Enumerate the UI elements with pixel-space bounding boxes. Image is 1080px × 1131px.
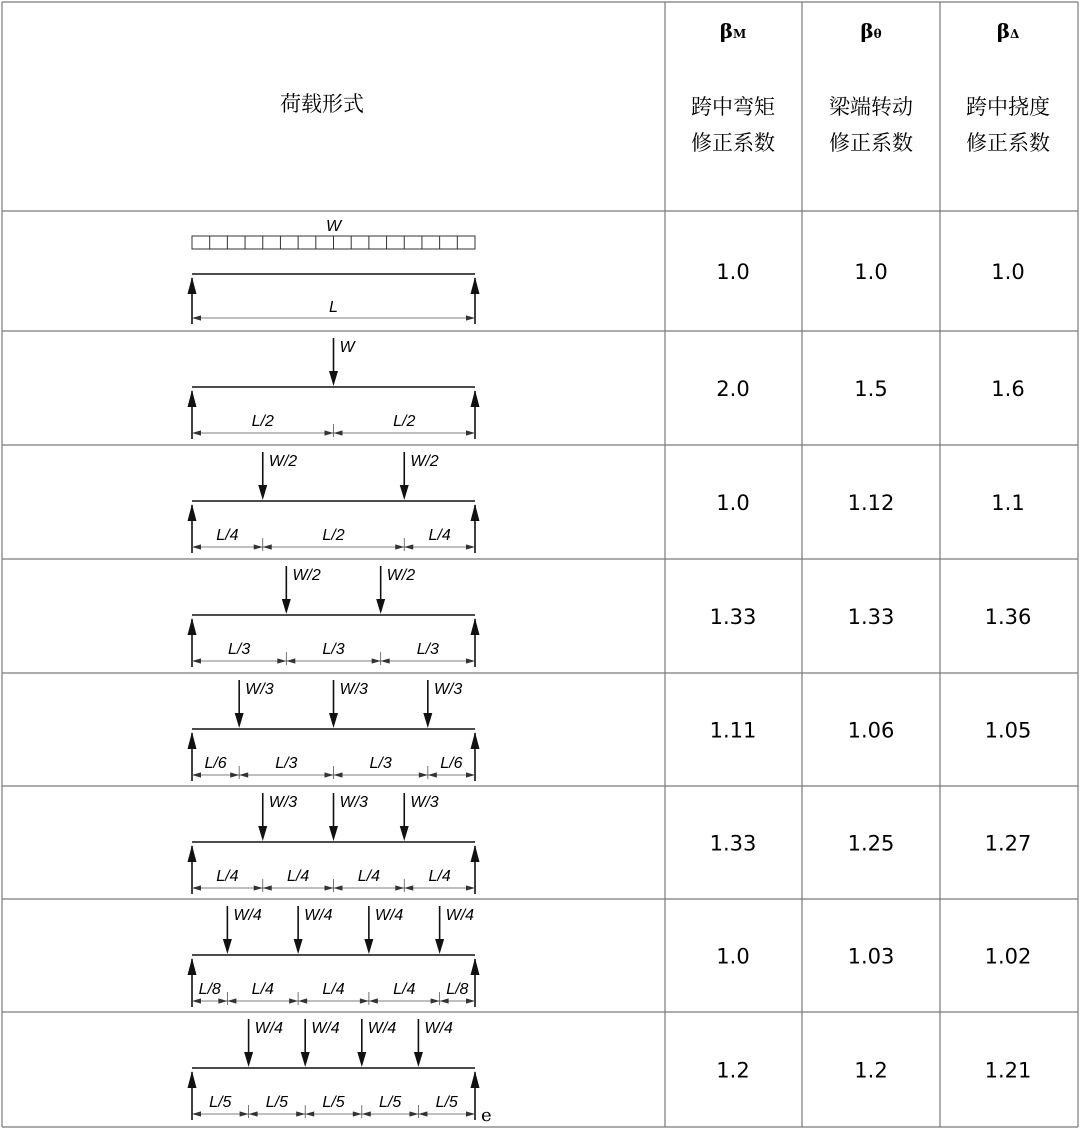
svg-text:βM bbox=[720, 19, 747, 43]
point-load-label: W/2 bbox=[410, 453, 439, 470]
dimension-label: L/3 bbox=[275, 755, 298, 772]
point-load-arrowhead bbox=[400, 826, 409, 841]
point-load-label: W/3 bbox=[245, 681, 274, 698]
support-arrow bbox=[188, 618, 197, 635]
dimension-arrowhead bbox=[289, 998, 298, 1003]
beta-m-subscript: M bbox=[732, 27, 747, 41]
dimension-label: L/4 bbox=[251, 981, 274, 998]
point-load-label: W/4 bbox=[367, 1020, 397, 1037]
support-arrow bbox=[188, 845, 197, 862]
dimension-arrowhead bbox=[334, 772, 343, 777]
load-diagram bbox=[188, 906, 480, 1007]
point-load-arrowhead bbox=[329, 713, 338, 728]
beta-delta-value: 1.02 bbox=[984, 944, 1032, 969]
beta-theta-value: 1.5 bbox=[854, 377, 888, 401]
point-load-label: W/3 bbox=[268, 794, 298, 811]
dimension-arrowhead bbox=[192, 544, 201, 549]
dimension-label: L/2 bbox=[251, 413, 274, 430]
dimension-arrowhead bbox=[192, 658, 201, 663]
support-arrow bbox=[188, 1071, 197, 1088]
load-diagram bbox=[188, 452, 480, 553]
point-load-label: W/3 bbox=[339, 681, 368, 698]
beta-m-value: 2.0 bbox=[716, 377, 750, 401]
beta-delta-value: 1.6 bbox=[991, 377, 1025, 401]
beta-m-value: 1.0 bbox=[716, 260, 750, 284]
svg-text:βΔ bbox=[997, 19, 1020, 43]
dimension-label: L/4 bbox=[428, 868, 451, 885]
load-form-header: 荷载形式 bbox=[280, 92, 364, 116]
point-load-arrowhead bbox=[301, 1052, 310, 1067]
dimension-arrowhead bbox=[286, 658, 295, 663]
dimension-label: L/3 bbox=[228, 641, 251, 658]
beta-theta-value: 1.06 bbox=[847, 718, 895, 743]
beta-theta-value: 1.0 bbox=[854, 260, 888, 284]
beta-m-line2: 修正系数 bbox=[691, 131, 775, 155]
beta-m-value: 1.0 bbox=[716, 944, 750, 969]
dimension-arrowhead bbox=[362, 1111, 371, 1116]
dimension-arrowhead bbox=[419, 772, 428, 777]
dimension-label: L/2 bbox=[322, 527, 345, 544]
support-arrow bbox=[471, 958, 480, 975]
support-arrow bbox=[471, 390, 480, 407]
beta-theta-line2: 修正系数 bbox=[829, 131, 913, 155]
beta-theta-symbol: β bbox=[860, 19, 874, 43]
point-load-label: W bbox=[339, 339, 355, 356]
table-body bbox=[188, 218, 1032, 1126]
beta-delta-header bbox=[966, 19, 1050, 155]
dimension-arrowhead bbox=[249, 1111, 258, 1116]
dimension-arrowhead bbox=[466, 430, 475, 435]
table-row bbox=[188, 1019, 1032, 1126]
beta-m-value: 1.2 bbox=[716, 1058, 750, 1083]
point-load-arrowhead bbox=[329, 371, 338, 386]
support-arrow bbox=[471, 504, 480, 521]
beta-theta-value: 1.12 bbox=[847, 491, 895, 515]
dimension-arrowhead bbox=[240, 1111, 249, 1116]
dimension-arrowhead bbox=[431, 998, 440, 1003]
beta-delta-value: 1.27 bbox=[984, 831, 1032, 856]
point-load-arrowhead bbox=[357, 1052, 366, 1067]
point-load-arrowhead bbox=[329, 826, 338, 841]
dimension-label: L/3 bbox=[416, 641, 439, 658]
support-arrow bbox=[188, 277, 197, 294]
dimension-label: L/5 bbox=[209, 1094, 232, 1111]
point-load-arrowhead bbox=[376, 599, 385, 614]
point-load-label: W/4 bbox=[233, 907, 262, 924]
beta-theta-value: 1.03 bbox=[847, 944, 895, 969]
support-arrow bbox=[471, 845, 480, 862]
dimension-arrowhead bbox=[192, 430, 201, 435]
dimension-label: L/5 bbox=[322, 1094, 345, 1111]
dimension-arrowhead bbox=[305, 1111, 314, 1116]
beta-m-symbol: β bbox=[719, 19, 733, 43]
load-diagram bbox=[188, 1019, 492, 1126]
dimension-label: L/4 bbox=[357, 868, 380, 885]
dimension-arrowhead bbox=[466, 658, 475, 663]
dimension-arrowhead bbox=[296, 1111, 305, 1116]
dimension-label: L/5 bbox=[265, 1094, 289, 1111]
beta-delta-value: 1.36 bbox=[984, 605, 1032, 629]
beta-theta-value: 1.25 bbox=[847, 831, 895, 856]
dimension-arrowhead bbox=[372, 658, 381, 663]
beta-delta-subscript: Δ bbox=[1009, 27, 1020, 41]
dimension-arrowhead bbox=[254, 885, 263, 890]
dimension-arrowhead bbox=[192, 1111, 201, 1116]
point-load-label: W/4 bbox=[304, 907, 333, 924]
dimension-label: L/4 bbox=[428, 527, 451, 544]
dimension-arrowhead bbox=[263, 885, 272, 890]
dimension-label: L bbox=[329, 299, 338, 316]
table-row bbox=[188, 452, 1025, 553]
beta-m-header bbox=[691, 19, 775, 155]
support-arrow bbox=[188, 390, 197, 407]
dimension-arrowhead bbox=[360, 998, 369, 1003]
dimension-arrowhead bbox=[263, 544, 272, 549]
dimension-arrowhead bbox=[192, 885, 201, 890]
dimension-arrowhead bbox=[192, 772, 201, 777]
dimension-label: L/6 bbox=[440, 755, 463, 772]
point-load-arrowhead bbox=[414, 1052, 423, 1067]
beta-m-line1: 跨中弯矩 bbox=[691, 95, 775, 119]
dimension-arrowhead bbox=[192, 315, 201, 320]
load-label: W bbox=[325, 218, 342, 235]
beta-m-value: 1.33 bbox=[709, 831, 757, 856]
point-load-arrowhead bbox=[400, 485, 409, 500]
point-load-label: W/2 bbox=[292, 567, 321, 584]
dimension-label: L/5 bbox=[435, 1094, 458, 1111]
beta-delta-value: 1.05 bbox=[984, 718, 1032, 743]
table-row bbox=[188, 793, 1032, 894]
beta-delta-line1: 跨中挠度 bbox=[966, 95, 1050, 119]
load-diagram bbox=[188, 218, 480, 324]
dimension-arrowhead bbox=[466, 315, 475, 320]
point-load-label: W/2 bbox=[386, 567, 416, 584]
dimension-label: L/2 bbox=[393, 413, 416, 430]
dimension-arrowhead bbox=[404, 544, 413, 549]
beta-theta-value: 1.2 bbox=[854, 1058, 888, 1083]
dimension-label: L/4 bbox=[216, 527, 239, 544]
point-load-arrowhead bbox=[423, 713, 432, 728]
point-load-label: W/4 bbox=[311, 1020, 340, 1037]
point-load-arrowhead bbox=[282, 599, 291, 614]
beta-theta-value: 1.33 bbox=[847, 605, 895, 629]
load-diagram bbox=[188, 680, 480, 781]
dimension-label: L/5 bbox=[378, 1094, 402, 1111]
dimension-arrowhead bbox=[440, 998, 449, 1003]
dimension-arrowhead bbox=[428, 772, 437, 777]
dimension-arrowhead bbox=[418, 1111, 427, 1116]
dimension-arrowhead bbox=[227, 998, 236, 1003]
dimension-arrowhead bbox=[230, 772, 239, 777]
support-arrow bbox=[188, 732, 197, 749]
point-load-label: W/4 bbox=[445, 907, 475, 924]
beta-m-value: 1.33 bbox=[709, 605, 757, 629]
beta-theta-header bbox=[829, 19, 913, 155]
point-load-arrowhead bbox=[435, 939, 444, 954]
point-load-label: W/3 bbox=[339, 794, 368, 811]
dimension-arrowhead bbox=[325, 430, 334, 435]
dimension-label: L/6 bbox=[204, 755, 227, 772]
trailing-mark: e bbox=[481, 1105, 492, 1126]
point-load-arrowhead bbox=[258, 826, 267, 841]
dimension-arrowhead bbox=[466, 885, 475, 890]
beta-theta-subscript: θ bbox=[873, 27, 882, 41]
dimension-arrowhead bbox=[404, 885, 413, 890]
table-row bbox=[188, 218, 1025, 324]
dimension-arrowhead bbox=[254, 544, 263, 549]
support-arrow bbox=[471, 732, 480, 749]
svg-text:βθ bbox=[860, 19, 881, 43]
support-arrow bbox=[471, 277, 480, 294]
dimension-arrowhead bbox=[334, 430, 343, 435]
beta-delta-value: 1.0 bbox=[991, 260, 1025, 284]
point-load-arrowhead bbox=[244, 1052, 253, 1067]
point-load-arrowhead bbox=[294, 939, 303, 954]
dimension-label: L/4 bbox=[216, 868, 239, 885]
dimension-label: L/4 bbox=[393, 981, 416, 998]
load-diagram bbox=[188, 566, 480, 667]
dimension-arrowhead bbox=[466, 998, 475, 1003]
dimension-label: L/3 bbox=[322, 641, 345, 658]
dimension-label: L/3 bbox=[369, 755, 392, 772]
dimension-arrowhead bbox=[298, 998, 307, 1003]
dimension-arrowhead bbox=[409, 1111, 418, 1116]
beta-delta-value: 1.21 bbox=[984, 1058, 1032, 1083]
beta-m-value: 1.0 bbox=[716, 491, 750, 515]
dimension-label: L/4 bbox=[322, 981, 345, 998]
dimension-arrowhead bbox=[325, 772, 334, 777]
dimension-arrowhead bbox=[466, 1111, 475, 1116]
dimension-arrowhead bbox=[381, 658, 390, 663]
support-arrow bbox=[188, 504, 197, 521]
table-row bbox=[188, 338, 1025, 439]
beta-m-value: 1.11 bbox=[709, 718, 757, 743]
load-diagram bbox=[188, 338, 480, 439]
point-load-label: W/4 bbox=[374, 907, 404, 924]
support-arrow bbox=[188, 958, 197, 975]
support-arrow bbox=[471, 618, 480, 635]
beta-theta-line1: 梁端转动 bbox=[829, 95, 913, 119]
dimension-arrowhead bbox=[218, 998, 227, 1003]
table-grid bbox=[2, 2, 1078, 1127]
load-diagram bbox=[188, 793, 480, 894]
point-load-label: W/3 bbox=[410, 794, 439, 811]
beta-delta-line2: 修正系数 bbox=[966, 131, 1050, 155]
dimension-arrowhead bbox=[395, 885, 404, 890]
point-load-arrowhead bbox=[258, 485, 267, 500]
dimension-arrowhead bbox=[192, 998, 201, 1003]
dimension-arrowhead bbox=[466, 772, 475, 777]
table-row bbox=[188, 566, 1032, 667]
dimension-arrowhead bbox=[277, 658, 286, 663]
beta-delta-value: 1.1 bbox=[991, 491, 1025, 515]
dimension-arrowhead bbox=[334, 885, 343, 890]
dimension-arrowhead bbox=[353, 1111, 362, 1116]
dimension-arrowhead bbox=[325, 885, 334, 890]
dimension-label: L/8 bbox=[446, 981, 469, 998]
dimension-label: L/4 bbox=[287, 868, 310, 885]
point-load-label: W/4 bbox=[424, 1020, 453, 1037]
point-load-label: W/3 bbox=[433, 681, 463, 698]
point-load-label: W/2 bbox=[268, 453, 298, 470]
dimension-label: L/8 bbox=[198, 981, 221, 998]
dimension-arrowhead bbox=[466, 544, 475, 549]
table-row bbox=[188, 680, 1032, 781]
point-load-arrowhead bbox=[235, 713, 244, 728]
point-load-arrowhead bbox=[223, 939, 232, 954]
point-load-arrowhead bbox=[364, 939, 373, 954]
dimension-arrowhead bbox=[395, 544, 404, 549]
beta-delta-symbol: β bbox=[996, 19, 1010, 43]
table-row bbox=[188, 906, 1032, 1007]
support-arrow bbox=[471, 1071, 480, 1088]
dimension-arrowhead bbox=[369, 998, 378, 1003]
dimension-arrowhead bbox=[239, 772, 248, 777]
point-load-label: W/4 bbox=[254, 1020, 284, 1037]
